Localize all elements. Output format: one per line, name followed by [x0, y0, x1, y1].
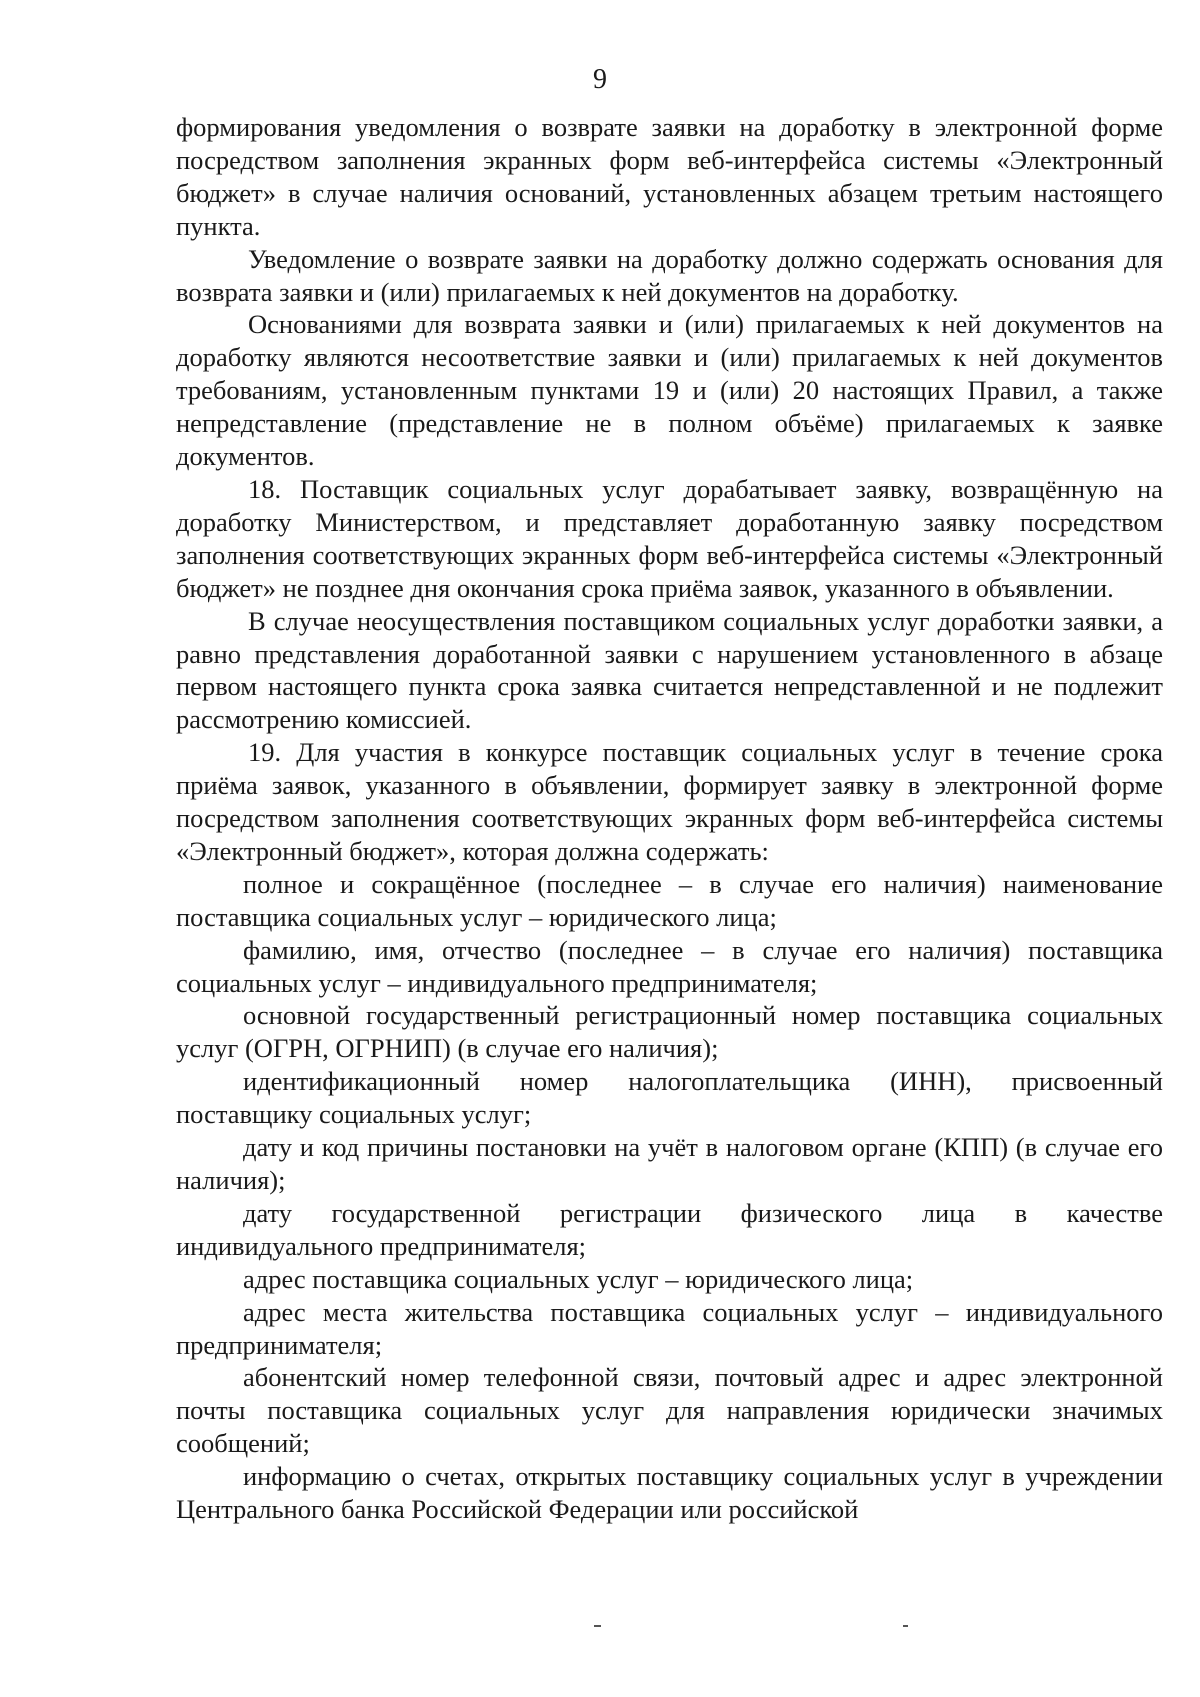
list-item-registration-date: дату государственной регистрации физического лица в качестве индивидуального предпринимателя;: [176, 1197, 1163, 1261]
list-item-contacts: абонентский номер телефонной связи, почтовый адрес и адрес электронной почты поставщика социальных услуг для направления юридически значимых сообщений;: [176, 1362, 1163, 1459]
scan-mark: [903, 1625, 908, 1627]
paragraph-continuation: формирования уведомления о возврате заявки на доработку в электронной форме посредством заполнения экранных форм веб-интерфейса системы «Электронный бюджет» в случае наличия оснований, установленных абзацем третьим настоящего пункта.: [176, 112, 1163, 241]
paragraph-clause-18: 18. Поставщик социальных услуг дорабатывает заявку, возвращённую на доработку Министерством, и представляет доработанную заявку посредством заполнения соответствующих экранных форм веб-интерфейса системы «Электронный бюджет» не позднее дня окончания срока приёма заявок, указанного в объявлении.: [176, 473, 1163, 603]
list-item-kpp: дату и код причины постановки на учёт в налоговом органе (КПП) (в случае его наличия);: [176, 1132, 1163, 1195]
document-body: [176, 111, 1163, 1526]
scan-mark: [594, 1625, 601, 1627]
list-item-legal-address: адрес поставщика социальных услуг – юридического лица;: [243, 1263, 914, 1294]
list-item-residence-address: адрес места жительства поставщика социальных услуг – индивидуального предпринимателя;: [176, 1296, 1163, 1360]
list-item-ogrn: основной государственный регистрационный номер поставщика социальных услуг (ОГРН, ОГРНИП) (в случае его наличия);: [176, 1000, 1163, 1064]
list-item-bank-accounts: информацию о счетах, открытых поставщику социальных услуг в учреждении Центрального банка Российской Федерации или российской: [176, 1461, 1163, 1525]
scan-artifacts: [0, 1625, 1200, 1635]
paragraph-clause-18-failure: В случае неосуществления поставщиком социальных услуг доработки заявки, а равно представления доработанной заявки с нарушением установленного в абзаце первом настоящего пункта срока заявка считается непредставленной и не подлежит рассмотрению комиссией.: [176, 605, 1163, 735]
paragraph-clause-19: 19. Для участия в конкурсе поставщик социальных услуг в течение срока приёма заявок, указанного в объявлении, формирует заявку в электронной форме посредством заполнения соответствующих экранных форм веб-интерфейса системы «Электронный бюджет», которая должна содержать:: [176, 737, 1163, 866]
list-item-full-name: фамилию, имя, отчество (последнее – в случае его наличия) поставщика социальных услуг – индивидуального предпринимателя;: [176, 934, 1163, 998]
list-item-name: полное и сокращённое (последнее – в случае его наличия) наименование поставщика социальных услуг – юридического лица;: [176, 868, 1163, 932]
paragraph-notice-content: Уведомление о возврате заявки на доработку должно содержать основания для возврата заявки и (или) прилагаемых к ней документов на доработку.: [176, 243, 1163, 307]
list-item-inn: идентификационный номер налогоплательщика (ИНН), присвоенный поставщику социальных услуг;: [176, 1066, 1163, 1130]
paragraph-return-grounds: Основаниями для возврата заявки и (или) прилагаемых к ней документов на доработку являются несоответствие заявки и (или) прилагаемых к ней документов требованиям, установленным пунктами 19 и (или) 20 настоящих Правил, а также непредставление (представление не в полном объёме) прилагаемых к заявке документов.: [176, 309, 1163, 472]
page-number: 9: [593, 64, 607, 95]
